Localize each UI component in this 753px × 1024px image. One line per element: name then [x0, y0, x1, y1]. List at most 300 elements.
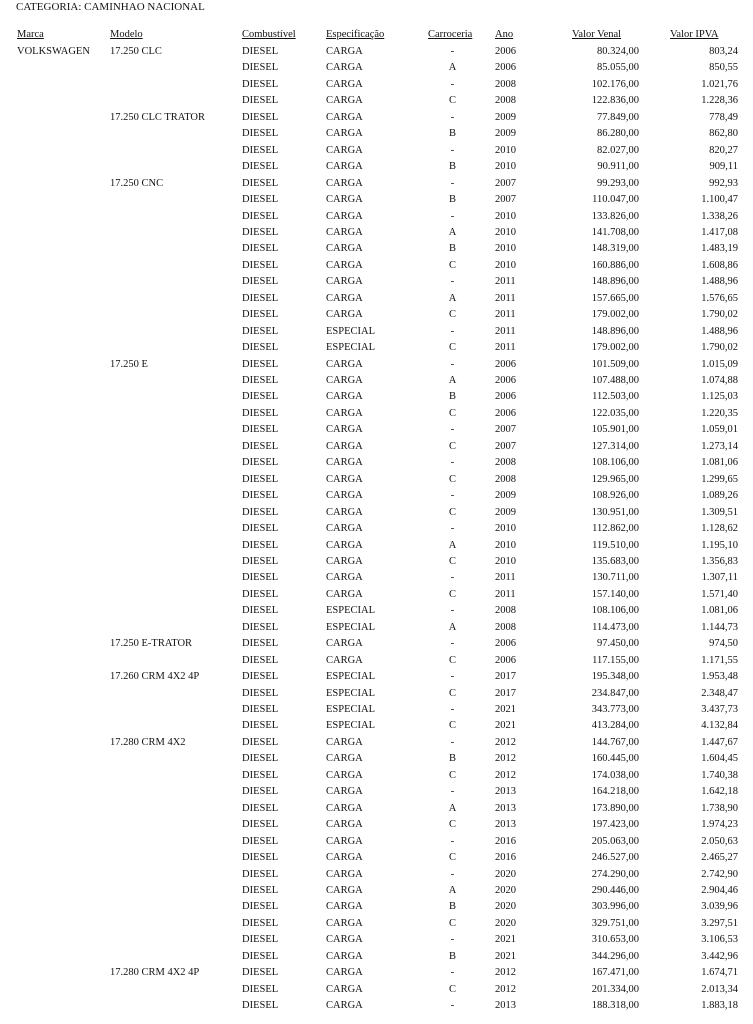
cell-combustivel: DIESEL	[242, 687, 279, 699]
cell-valor-ipva: 3.039,96	[701, 901, 738, 913]
cell-valor-ipva: 1.195,10	[701, 539, 738, 551]
cell-combustivel: DIESEL	[242, 144, 279, 156]
cell-ano: 2012	[495, 736, 516, 748]
cell-carroceria: A	[448, 884, 457, 896]
cell-valor-venal: 173.890,00	[591, 802, 639, 814]
cell-valor-venal: 167.471,00	[591, 967, 639, 979]
cell-combustivel: DIESEL	[242, 588, 279, 600]
header-marca: Marca	[17, 29, 44, 40]
cell-carroceria: -	[450, 523, 455, 535]
cell-ano: 2020	[495, 868, 516, 880]
cell-especificacao: ESPECIAL	[326, 325, 376, 337]
cell-carroceria: -	[450, 1000, 455, 1012]
cell-valor-ipva: 2.050,63	[701, 835, 738, 847]
cell-ano: 2007	[495, 194, 516, 206]
cell-especificacao: ESPECIAL	[326, 671, 376, 683]
cell-valor-venal: 310.653,00	[591, 934, 639, 946]
cell-valor-ipva: 1.604,45	[701, 753, 738, 765]
cell-valor-venal: 179.002,00	[591, 342, 639, 354]
cell-valor-ipva: 862,80	[709, 128, 738, 140]
table-row	[0, 126, 753, 143]
cell-valor-ipva: 778,49	[709, 111, 738, 123]
cell-especificacao: CARGA	[326, 506, 363, 518]
cell-carroceria: -	[450, 786, 455, 798]
cell-ano: 2012	[495, 753, 516, 765]
cell-modelo: 17.250 E-TRATOR	[110, 638, 193, 650]
table-row	[0, 998, 753, 1015]
cell-valor-venal: 148.896,00	[591, 276, 639, 288]
table-row	[0, 455, 753, 472]
cell-carroceria: -	[450, 704, 455, 715]
cell-especificacao: CARGA	[326, 424, 363, 436]
table-row	[0, 538, 753, 555]
cell-valor-venal: 114.473,00	[592, 621, 639, 633]
cell-carroceria: C	[448, 259, 456, 271]
cell-valor-ipva: 1.571,40	[701, 588, 738, 600]
cell-especificacao: CARGA	[326, 210, 363, 222]
cell-combustivel: DIESEL	[242, 539, 279, 551]
cell-valor-venal: 101.509,00	[591, 358, 639, 370]
table-row	[0, 620, 753, 637]
cell-valor-ipva: 1.021,76	[701, 78, 738, 90]
cell-carroceria: B	[448, 391, 456, 403]
table-row	[0, 669, 753, 686]
cell-ano: 2008	[495, 78, 516, 90]
cell-ano: 2021	[495, 720, 516, 732]
cell-valor-venal: 99.293,00	[597, 177, 639, 189]
cell-combustivel: DIESEL	[242, 325, 279, 337]
cell-especificacao: CARGA	[326, 852, 363, 864]
cell-especificacao: CARGA	[326, 440, 363, 452]
cell-valor-venal: 85.055,00	[597, 62, 639, 74]
table-row	[0, 636, 753, 653]
cell-ano: 2006	[495, 62, 516, 74]
cell-combustivel: DIESEL	[242, 852, 279, 864]
cell-combustivel: DIESEL	[242, 884, 279, 896]
table-row	[0, 274, 753, 291]
cell-valor-ipva: 1.576,65	[701, 292, 738, 304]
cell-valor-venal: 117.155,00	[592, 654, 639, 666]
table-row	[0, 373, 753, 390]
cell-especificacao: CARGA	[326, 786, 363, 798]
cell-carroceria: -	[450, 144, 455, 156]
cell-valor-venal: 141.708,00	[591, 226, 639, 238]
cell-combustivel: DIESEL	[242, 128, 279, 140]
table-row	[0, 554, 753, 571]
table-row	[0, 44, 753, 61]
cell-especificacao: CARGA	[326, 111, 363, 123]
cell-combustivel: DIESEL	[242, 424, 279, 436]
table-row	[0, 209, 753, 226]
cell-valor-ipva: 1.273,14	[701, 440, 738, 452]
cell-ano: 2021	[495, 704, 516, 715]
cell-combustivel: DIESEL	[242, 868, 279, 880]
table-row	[0, 801, 753, 818]
table-row	[0, 357, 753, 374]
cell-carroceria: -	[450, 177, 455, 189]
cell-ano: 2012	[495, 967, 516, 979]
cell-valor-venal: 102.176,00	[591, 78, 639, 90]
table-row	[0, 899, 753, 916]
cell-ano: 2010	[495, 243, 516, 255]
cell-valor-venal: 107.488,00	[591, 375, 639, 386]
cell-valor-venal: 129.965,00	[591, 473, 639, 485]
cell-valor-ipva: 909,11	[709, 161, 738, 173]
table-row	[0, 603, 753, 620]
cell-valor-ipva: 3.297,51	[701, 917, 738, 929]
cell-valor-venal: 329.751,00	[591, 917, 639, 929]
cell-especificacao: CARGA	[326, 243, 363, 255]
table-row	[0, 834, 753, 851]
cell-carroceria: A	[448, 375, 457, 386]
table-row	[0, 883, 753, 900]
cell-valor-ipva: 803,24	[709, 46, 738, 57]
cell-ano: 2011	[495, 588, 516, 600]
cell-carroceria: C	[448, 588, 456, 600]
cell-carroceria: C	[448, 440, 456, 452]
cell-combustivel: DIESEL	[242, 753, 279, 765]
cell-modelo: 17.250 CNC	[110, 177, 164, 189]
cell-valor-ipva: 1.483,19	[701, 243, 738, 255]
cell-combustivel: DIESEL	[242, 621, 279, 633]
cell-ano: 2011	[495, 325, 516, 337]
cell-carroceria: C	[448, 506, 456, 518]
cell-valor-venal: 77.849,00	[597, 111, 639, 123]
cell-carroceria: B	[448, 901, 456, 913]
cell-valor-venal: 413.284,00	[591, 720, 639, 732]
table-row	[0, 93, 753, 110]
table-row	[0, 686, 753, 703]
cell-especificacao: CARGA	[326, 967, 363, 979]
cell-combustivel: DIESEL	[242, 983, 279, 995]
cell-carroceria: C	[448, 852, 456, 864]
cell-combustivel: DIESEL	[242, 78, 279, 90]
table-row	[0, 77, 753, 94]
cell-carroceria: -	[450, 490, 455, 502]
cell-ano: 2021	[495, 950, 516, 962]
cell-valor-ipva: 1.790,02	[701, 342, 738, 354]
cell-especificacao: CARGA	[326, 884, 363, 896]
cell-valor-venal: 157.665,00	[591, 292, 639, 304]
cell-valor-venal: 303.996,00	[591, 901, 639, 913]
cell-ano: 2006	[495, 638, 516, 650]
cell-combustivel: DIESEL	[242, 161, 279, 173]
cell-especificacao: CARGA	[326, 539, 363, 551]
cell-especificacao: ESPECIAL	[326, 720, 376, 732]
table-row	[0, 143, 753, 160]
cell-valor-ipva: 1.220,35	[701, 407, 738, 419]
cell-valor-ipva: 3.437,73	[701, 704, 738, 715]
cell-ano: 2021	[495, 934, 516, 946]
cell-valor-ipva: 1.974,23	[701, 819, 738, 831]
cell-valor-ipva: 1.356,83	[701, 555, 738, 567]
cell-modelo: 17.250 E	[110, 358, 148, 370]
cell-combustivel: DIESEL	[242, 276, 279, 288]
cell-especificacao: ESPECIAL	[326, 621, 376, 633]
cell-valor-ipva: 1.074,88	[701, 375, 738, 386]
cell-valor-ipva: 4.132,84	[701, 720, 738, 732]
cell-combustivel: DIESEL	[242, 967, 279, 979]
cell-combustivel: DIESEL	[242, 671, 279, 683]
cell-combustivel: DIESEL	[242, 342, 279, 354]
cell-ano: 2016	[495, 852, 516, 864]
table-row	[0, 389, 753, 406]
cell-combustivel: DIESEL	[242, 638, 279, 650]
cell-combustivel: DIESEL	[242, 523, 279, 535]
header-modelo: Modelo	[110, 29, 143, 40]
cell-modelo: 17.250 CLC TRATOR	[110, 111, 206, 123]
cell-carroceria: A	[448, 802, 457, 814]
cell-carroceria: C	[448, 654, 456, 666]
cell-ano: 2008	[495, 473, 516, 485]
table-row	[0, 784, 753, 801]
cell-valor-ipva: 1.059,01	[701, 424, 738, 436]
cell-valor-venal: 344.296,00	[591, 950, 639, 962]
cell-carroceria: A	[448, 539, 457, 551]
cell-ano: 2006	[495, 375, 516, 386]
cell-carroceria: -	[450, 934, 455, 946]
cell-valor-venal: 174.038,00	[591, 769, 639, 781]
cell-valor-ipva: 820,27	[709, 144, 738, 156]
header-valor-ipva: Valor IPVA	[670, 29, 719, 40]
cell-especificacao: ESPECIAL	[326, 704, 376, 715]
cell-valor-ipva: 3.442,96	[701, 950, 738, 962]
cell-especificacao: CARGA	[326, 523, 363, 535]
cell-especificacao: CARGA	[326, 490, 363, 502]
table-row	[0, 439, 753, 456]
cell-carroceria: C	[448, 983, 456, 995]
cell-especificacao: CARGA	[326, 128, 363, 140]
cell-ano: 2007	[495, 177, 516, 189]
cell-modelo: 17.260 CRM 4X2 4P	[110, 671, 200, 683]
cell-valor-venal: 82.027,00	[597, 144, 639, 156]
cell-valor-ipva: 1.171,55	[701, 654, 738, 666]
cell-combustivel: DIESEL	[242, 490, 279, 502]
cell-combustivel: DIESEL	[242, 917, 279, 929]
table-row	[0, 702, 753, 719]
category-title: CATEGORIA: CAMINHAO NACIONAL	[16, 1, 205, 13]
cell-ano: 2020	[495, 901, 516, 913]
cell-combustivel: DIESEL	[242, 605, 279, 617]
cell-ano: 2017	[495, 671, 516, 683]
table-row	[0, 258, 753, 275]
cell-valor-ipva: 1.738,90	[701, 802, 738, 814]
table-row	[0, 932, 753, 949]
cell-especificacao: CARGA	[326, 638, 363, 650]
cell-carroceria: B	[448, 128, 456, 140]
table-row	[0, 225, 753, 242]
cell-carroceria: C	[448, 309, 456, 321]
table-row	[0, 307, 753, 324]
cell-especificacao: CARGA	[326, 177, 363, 189]
cell-carroceria: C	[448, 687, 456, 699]
cell-valor-venal: 86.280,00	[597, 128, 639, 140]
cell-combustivel: DIESEL	[242, 654, 279, 666]
table-row	[0, 192, 753, 209]
cell-ano: 2010	[495, 259, 516, 271]
cell-valor-ipva: 2.013,34	[701, 983, 738, 995]
cell-ano: 2008	[495, 457, 516, 469]
cell-especificacao: CARGA	[326, 46, 363, 57]
cell-valor-ipva: 1.081,06	[701, 605, 738, 617]
table-row	[0, 982, 753, 999]
cell-carroceria: -	[450, 276, 455, 288]
cell-especificacao: CARGA	[326, 802, 363, 814]
table-row	[0, 340, 753, 357]
cell-valor-ipva: 974,50	[709, 638, 738, 650]
cell-especificacao: CARGA	[326, 555, 363, 567]
cell-especificacao: CARGA	[326, 983, 363, 995]
cell-valor-ipva: 1.228,36	[701, 95, 738, 107]
cell-valor-ipva: 1.299,65	[701, 473, 738, 485]
cell-combustivel: DIESEL	[242, 555, 279, 567]
table-row	[0, 291, 753, 308]
cell-carroceria: C	[448, 819, 456, 831]
cell-combustivel: DIESEL	[242, 473, 279, 485]
table-row	[0, 768, 753, 785]
table-row	[0, 110, 753, 127]
cell-especificacao: ESPECIAL	[326, 342, 376, 354]
table-row	[0, 965, 753, 982]
cell-especificacao: CARGA	[326, 95, 363, 107]
cell-valor-venal: 160.886,00	[591, 259, 639, 271]
cell-especificacao: CARGA	[326, 259, 363, 271]
cell-carroceria: C	[448, 720, 456, 732]
cell-valor-venal: 164.218,00	[591, 786, 639, 798]
cell-carroceria: -	[450, 46, 455, 57]
header-carroceria: Carroceria	[428, 29, 473, 40]
header-valor-venal: Valor Venal	[572, 29, 622, 40]
cell-carroceria: A	[448, 292, 457, 304]
cell-ano: 2008	[495, 95, 516, 107]
cell-carroceria: -	[450, 638, 455, 650]
cell-carroceria: B	[448, 243, 456, 255]
cell-carroceria: -	[450, 111, 455, 123]
cell-carroceria: A	[448, 226, 457, 238]
cell-combustivel: DIESEL	[242, 934, 279, 946]
cell-valor-ipva: 1.128,62	[701, 523, 738, 535]
cell-combustivel: DIESEL	[242, 177, 279, 189]
cell-modelo: 17.280 CRM 4X2	[110, 736, 186, 748]
cell-ano: 2009	[495, 111, 516, 123]
cell-valor-ipva: 1.447,67	[701, 736, 738, 748]
cell-combustivel: DIESEL	[242, 1000, 279, 1012]
cell-ano: 2011	[495, 309, 516, 321]
cell-combustivel: DIESEL	[242, 506, 279, 518]
cell-modelo: 17.250 CLC	[110, 46, 162, 57]
cell-valor-ipva: 3.106,53	[701, 934, 738, 946]
cell-carroceria: -	[450, 868, 455, 880]
cell-carroceria: -	[450, 572, 455, 584]
cell-combustivel: DIESEL	[242, 46, 279, 57]
table-row	[0, 472, 753, 489]
table-row	[0, 505, 753, 522]
cell-valor-ipva: 992,93	[709, 177, 738, 189]
cell-valor-ipva: 1.740,38	[701, 769, 738, 781]
cell-carroceria: C	[448, 407, 456, 419]
cell-carroceria: -	[450, 605, 455, 617]
cell-valor-venal: 108.926,00	[591, 490, 639, 502]
cell-carroceria: C	[448, 342, 456, 354]
cell-ano: 2008	[495, 605, 516, 617]
cell-valor-venal: 97.450,00	[597, 638, 639, 650]
cell-valor-ipva: 850,55	[709, 62, 738, 74]
cell-especificacao: CARGA	[326, 144, 363, 156]
table-row	[0, 867, 753, 884]
cell-valor-ipva: 1.309,51	[701, 506, 738, 518]
cell-especificacao: CARGA	[326, 473, 363, 485]
cell-valor-ipva: 1.081,06	[701, 457, 738, 469]
cell-ano: 2009	[495, 506, 516, 518]
cell-carroceria: C	[448, 769, 456, 781]
cell-ano: 2012	[495, 769, 516, 781]
cell-especificacao: CARGA	[326, 226, 363, 238]
cell-valor-venal: 205.063,00	[591, 835, 639, 847]
cell-valor-venal: 122.836,00	[591, 95, 639, 107]
cell-ano: 2013	[495, 819, 516, 831]
cell-especificacao: CARGA	[326, 753, 363, 765]
cell-carroceria: C	[448, 473, 456, 485]
table-row	[0, 718, 753, 735]
cell-valor-ipva: 1.015,09	[701, 358, 738, 370]
cell-ano: 2013	[495, 786, 516, 798]
cell-carroceria: B	[448, 753, 456, 765]
cell-valor-venal: 105.901,00	[591, 424, 639, 436]
cell-ano: 2013	[495, 802, 516, 814]
cell-ano: 2006	[495, 358, 516, 370]
cell-especificacao: CARGA	[326, 457, 363, 469]
table-row	[0, 241, 753, 258]
cell-valor-venal: 122.035,00	[591, 407, 639, 419]
table-row	[0, 570, 753, 587]
cell-especificacao: CARGA	[326, 391, 363, 403]
cell-combustivel: DIESEL	[242, 111, 279, 123]
cell-combustivel: DIESEL	[242, 440, 279, 452]
cell-carroceria: -	[450, 78, 455, 90]
cell-especificacao: CARGA	[326, 161, 363, 173]
cell-especificacao: CARGA	[326, 276, 363, 288]
cell-ano: 2006	[495, 391, 516, 403]
cell-ano: 2010	[495, 523, 516, 535]
cell-especificacao: CARGA	[326, 194, 363, 206]
cell-especificacao: CARGA	[326, 654, 363, 666]
cell-especificacao: CARGA	[326, 62, 363, 74]
cell-valor-venal: 148.319,00	[591, 243, 639, 255]
cell-ano: 2012	[495, 983, 516, 995]
table-row	[0, 176, 753, 193]
cell-valor-venal: 130.951,00	[591, 506, 639, 518]
cell-valor-venal: 112.503,00	[592, 391, 639, 403]
cell-combustivel: DIESEL	[242, 210, 279, 222]
cell-carroceria: -	[450, 967, 455, 979]
table-row	[0, 850, 753, 867]
cell-valor-venal: 130.711,00	[592, 572, 639, 584]
cell-ano: 2006	[495, 654, 516, 666]
cell-valor-venal: 246.527,00	[591, 852, 639, 864]
cell-valor-ipva: 1.608,86	[701, 259, 738, 271]
cell-valor-venal: 290.446,00	[591, 884, 639, 896]
cell-valor-ipva: 1.089,26	[701, 490, 738, 502]
cell-especificacao: CARGA	[326, 868, 363, 880]
cell-especificacao: CARGA	[326, 572, 363, 584]
cell-especificacao: CARGA	[326, 309, 363, 321]
cell-ano: 2006	[495, 407, 516, 419]
cell-valor-venal: 90.911,00	[597, 161, 639, 173]
cell-ano: 2010	[495, 144, 516, 156]
cell-valor-venal: 112.862,00	[592, 523, 639, 535]
cell-valor-venal: 135.683,00	[591, 555, 639, 567]
cell-especificacao: ESPECIAL	[326, 605, 376, 617]
